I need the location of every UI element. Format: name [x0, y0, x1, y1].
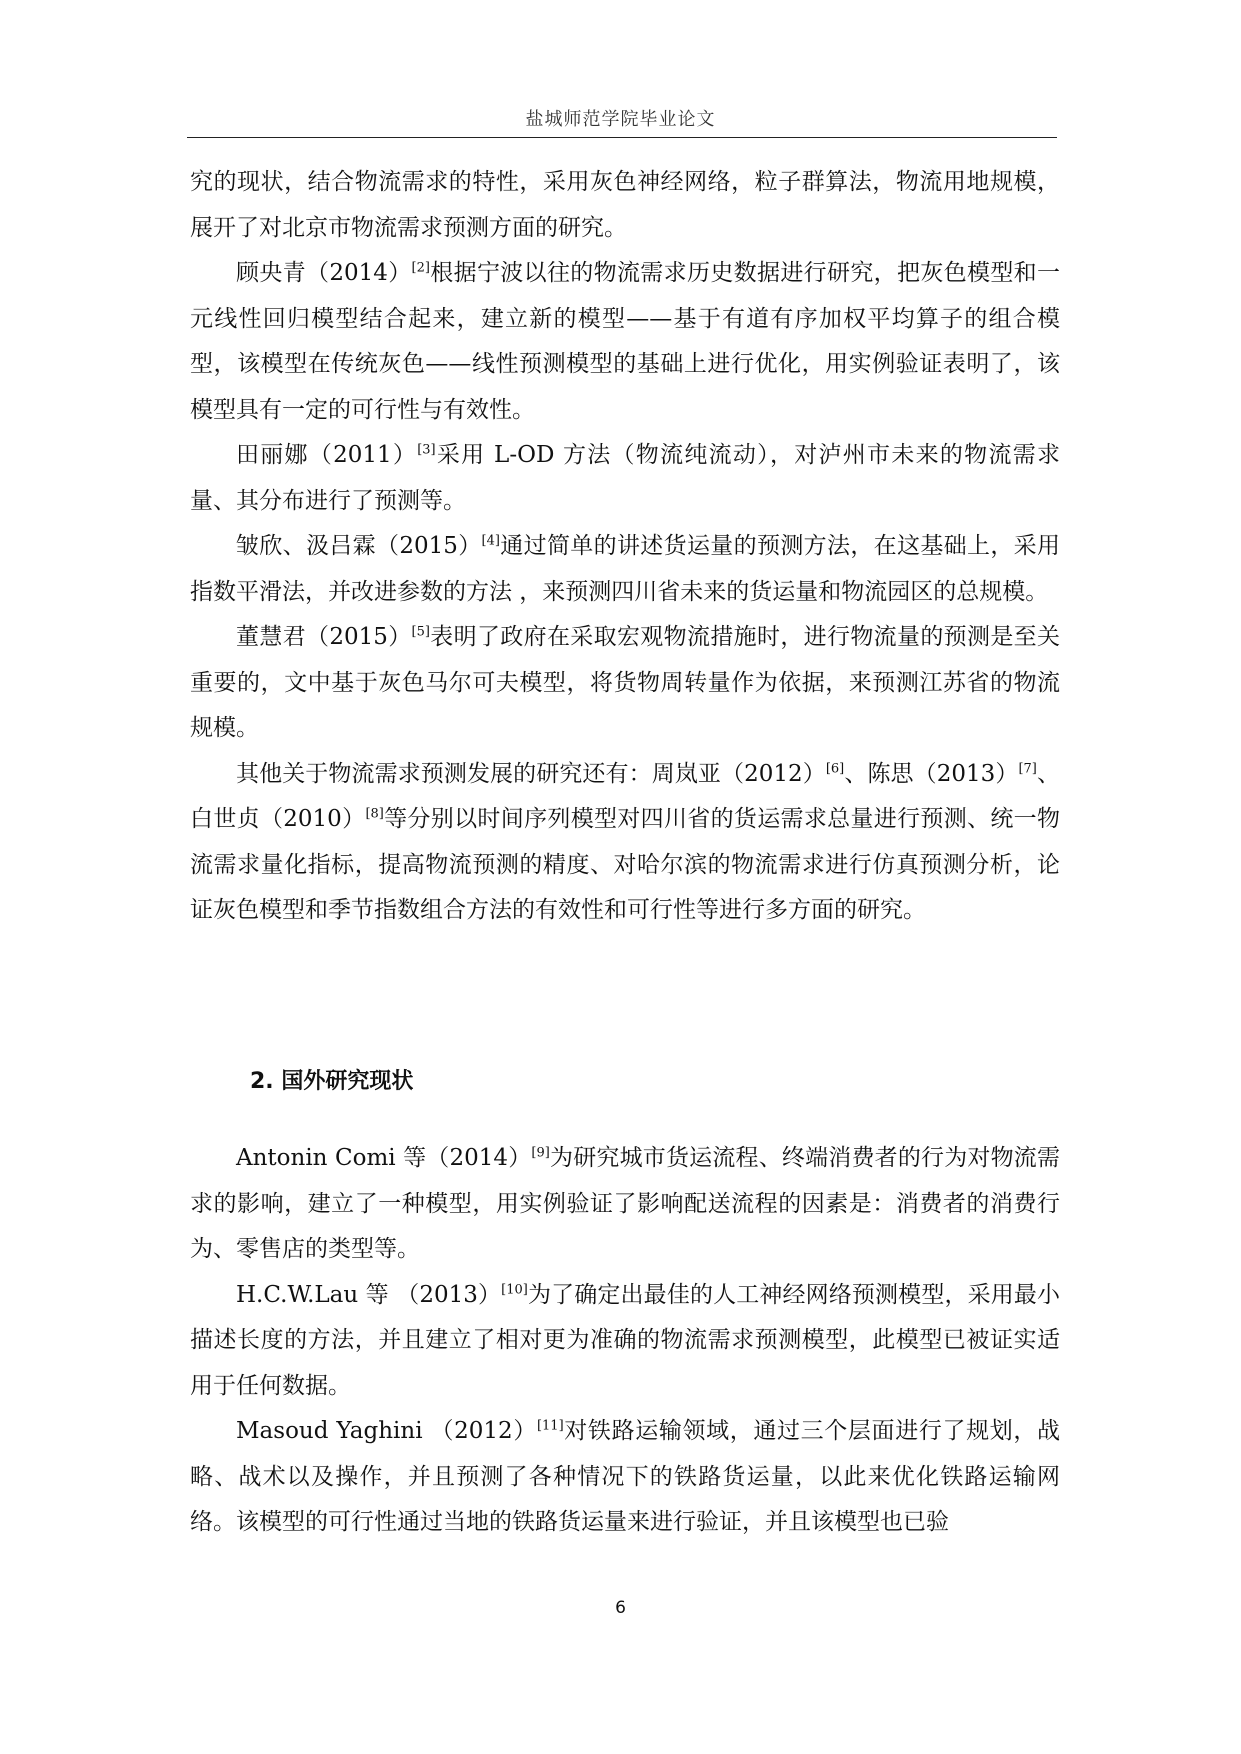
citation-marker: [10]	[501, 1281, 528, 1297]
citation-marker: [8]	[365, 806, 384, 822]
paragraph-text: Masoud Yaghini （2012）	[236, 1418, 537, 1444]
paragraph-text: 为研究城市货运流程、终端消费者的行为对物流需求的影响，建立了一种模型，用实例验证了影响配送流程的因素是：消费者的消费行为、零售店的类型等。	[190, 1145, 1061, 1262]
paragraph-text: 董慧君（2015）	[236, 624, 412, 650]
paragraph-text: 通过简单的讲述货运量的预测方法，在这基础上，采用指数平滑法，并改进参数的方法 ，来预测四川省未来的货运量和物流园区的总规模。	[190, 533, 1060, 605]
paragraph-text: 根据宁波以往的物流需求历史数据进行研究，把灰色模型和一元线性回归模型结合起来，建立新的模型——基于有道有序加权平均算子的组合模型，该模型在传统灰色——线性预测模型的基础上进行优化，用实例验证表明了，该模型具有一定的可行性与有效性。	[190, 260, 1060, 423]
paragraph-text: 对铁路运输领域，通过三个层面进行了规划，战略、战术以及操作，并且预测了各种情况下的铁路货运量，以此来优化铁路运输网络。该模型的可行性通过当地的铁路货运量来进行验证，并且该模型也已验	[190, 1418, 1061, 1535]
paragraph-text: 究的现状，结合物流需求的特性，采用灰色神经网络，粒子群算法，物流用地规模，展开了对北京市物流需求预测方面的研究。	[190, 169, 1060, 241]
paragraph	[190, 524, 1060, 615]
paragraph	[190, 160, 1060, 251]
paragraph-text: 等分别以时间序列模型对四川省的货运需求总量进行预测、统一物流需求量化指标，提高物流预测的精度、对哈尔滨的物流需求进行仿真预测分析，论证灰色模型和季节指数组合方法的有效性和可行性等进行多方面的研究。	[190, 806, 1060, 923]
paragraph-text: 田丽娜（2011）	[236, 442, 418, 468]
paragraph	[190, 615, 1060, 752]
running-header: 盐城师范学院毕业论文	[525, 109, 716, 130]
paragraph-text: 、陈思（2013）	[844, 760, 1019, 787]
citation-marker: [9]	[531, 1145, 550, 1161]
paragraph-text: H.C.W.Lau 等 （2013）	[236, 1281, 502, 1308]
paragraph	[190, 251, 1060, 433]
paragraph	[190, 1136, 1060, 1273]
citation-marker: [4]	[481, 533, 500, 549]
paragraph	[190, 752, 1060, 934]
section-heading: 2. 国外研究现状	[250, 1069, 414, 1094]
body-text-bottom	[190, 1136, 1060, 1546]
paragraph	[190, 1273, 1060, 1410]
header-rule	[187, 137, 1057, 138]
citation-marker: [11]	[536, 1418, 564, 1434]
paragraph-text: 其他关于物流需求预测发展的研究还有：周岚亚（2012）	[236, 760, 826, 787]
paragraph-text: 为了确定出最佳的人工神经网络预测模型，采用最小描述长度的方法，并且建立了相对更为准确的物流需求预测模型，此模型已被证实适用于任何数据。	[190, 1281, 1061, 1399]
paragraph	[190, 433, 1060, 524]
citation-marker: [2]	[411, 260, 430, 276]
paragraph-text: 顾央青（2014）	[236, 260, 412, 286]
paragraph-text: 表明了政府在采取宏观物流措施时，进行物流量的预测是至关重要的，文中基于灰色马尔可夫模型，将货物周转量作为依据，来预测江苏省的物流规模。	[190, 624, 1060, 741]
citation-marker: [5]	[411, 624, 430, 640]
body-text-top	[190, 160, 1060, 934]
citation-marker: [7]	[1018, 760, 1037, 776]
paragraph-text: 、白世贞（2010）	[190, 760, 1060, 832]
paragraph	[190, 1409, 1060, 1546]
citation-marker: [6]	[825, 760, 845, 776]
paragraph-text: Antonin Comi 等（2014）	[236, 1145, 532, 1171]
paragraph-text: 皱欣、汲吕霖（2015）	[236, 533, 482, 559]
citation-marker: [3]	[417, 442, 436, 458]
page-number: 6	[615, 1598, 626, 1618]
paragraph-text: 采用 L-OD 方法（物流纯流动），对泸州市未来的物流需求量、其分布进行了预测等。	[190, 442, 1060, 514]
